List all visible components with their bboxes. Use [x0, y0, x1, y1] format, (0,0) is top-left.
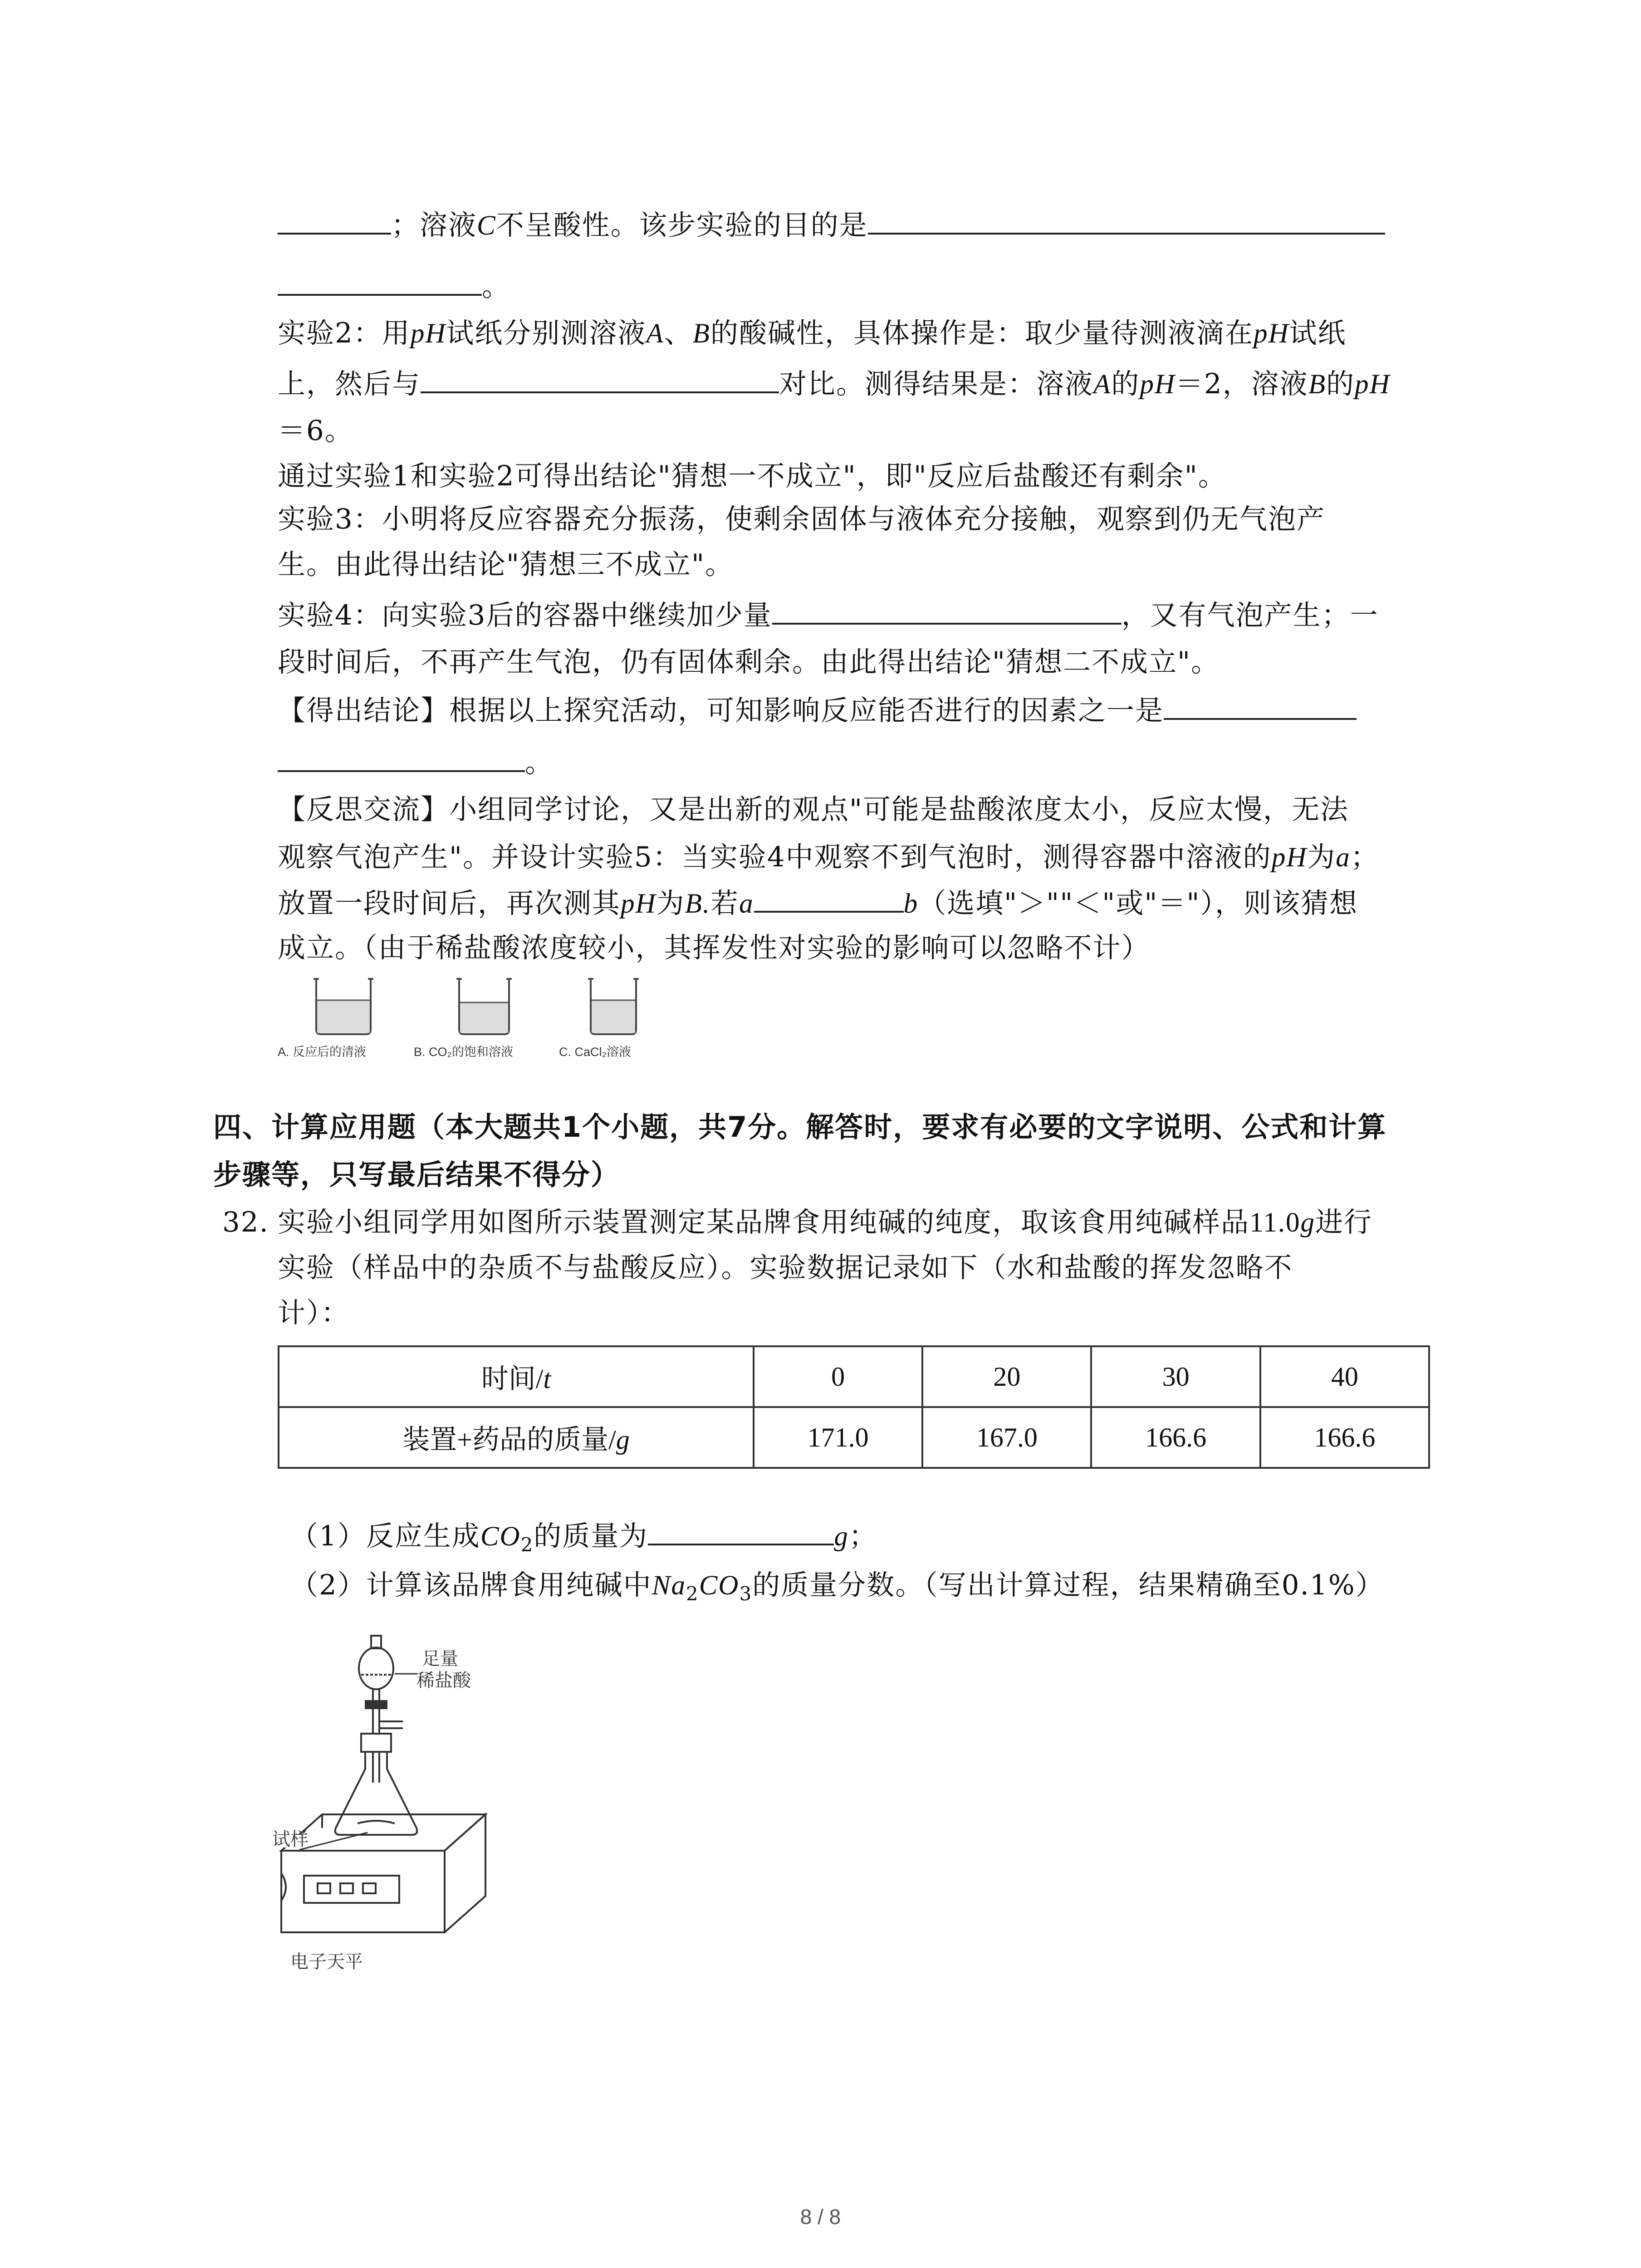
exp2-line3: ＝6。 — [278, 415, 353, 447]
exp4-line1: 实验4：向实验3后的容器中继续加少量 ，又有气泡产生；一 — [278, 596, 1379, 634]
answer-blank[interactable] — [754, 885, 904, 913]
draw-conclusion-line2: 。 — [278, 744, 554, 781]
answer-blank[interactable] — [421, 365, 779, 393]
subquestion-1: （1）反应生成$CO_2$的质量为 g； — [290, 1517, 877, 1563]
reflect-line3: 放置一段时间后，再次测其pH为B.若a b（选填"＞""＜"或"＝"），则该猜想 — [278, 885, 1358, 922]
table-header-cell: 时间/t — [279, 1346, 754, 1407]
answer-blank[interactable] — [278, 744, 525, 772]
table-row — [279, 1346, 1429, 1407]
answer-blank[interactable] — [772, 596, 1122, 625]
reflect-line2: 观察气泡产生"。并设计实验5：当实验4中观察不到气泡时，测得容器中溶液的pH为a； — [278, 841, 1379, 873]
answer-blank[interactable] — [1164, 692, 1357, 720]
q32-line3: 计）： — [278, 1297, 350, 1329]
table-cell: 0 — [754, 1346, 922, 1407]
question-number: 32. — [222, 1206, 269, 1238]
beaker-b-caption: B. CO₂的饱和溶液 — [414, 1045, 513, 1059]
answer-blank[interactable] — [868, 206, 1385, 235]
beakers-figure — [278, 975, 677, 1061]
exp1-tail-line: ；溶液C不呈酸性。该步实验的目的是 — [278, 206, 1385, 244]
conical-flask-icon — [335, 1734, 417, 1835]
exp2-line1: 实验2：用pH试纸分别测溶液A、B的酸碱性，具体操作是：取少量待测液滴在pH试纸 — [278, 317, 1347, 349]
answer-blank[interactable] — [278, 206, 391, 235]
table-header-cell: 装置+药品的质量/g — [279, 1407, 754, 1468]
table-cell: 166.6 — [1091, 1407, 1260, 1468]
acid-label-2: 稀盐酸 — [416, 1671, 471, 1691]
exp3-line2: 生。由此得出结论"猜想三不成立"。 — [278, 548, 734, 581]
table-cell: 20 — [922, 1346, 1091, 1407]
exp4-line2: 段时间后，不再产生气泡，仍有固体剩余。由此得出结论"猜想二不成立"。 — [278, 646, 1220, 678]
reflect-line1: 【反思交流】小组同学讨论，又是出新的观点"可能是盐酸浓度太小，反应太慢，无法 — [278, 793, 1349, 826]
acid-label-1: 足量 — [422, 1649, 458, 1669]
conclusion-1-2: 通过实验1和实验2可得出结论"猜想一不成立"，即"反应后盐酸还有剩余"。 — [278, 460, 1227, 492]
beaker-b — [456, 979, 512, 1034]
table-row — [279, 1407, 1429, 1468]
data-table — [278, 1345, 1430, 1469]
table-cell: 167.0 — [922, 1407, 1091, 1468]
exp2-line2: 上，然后与 对比。测得结果是：溶液A的pH＝2，溶液B的pH — [278, 365, 1391, 403]
table-cell: 166.6 — [1260, 1407, 1429, 1468]
beaker-c — [588, 979, 639, 1034]
exp3-line1: 实验3：小明将反应容器充分振荡，使剩余固体与液体充分接触，观察到仍无气泡产 — [278, 503, 1325, 535]
subquestion-2: （2）计算该品牌食用纯碱中$Na_2CO_3$的质量分数。（写出计算过程，结果精确至0.1%） — [290, 1569, 1384, 1605]
section4-heading-line1: 四、计算应用题（本大题共1个小题，共7分。解答时，要求有必要的文字说明、公式和计算 — [213, 1110, 1387, 1144]
exp1-purpose-end: 。 — [278, 268, 510, 305]
table-cell: 171.0 — [754, 1407, 922, 1468]
beaker-a-caption: A. 反应后的清液 — [278, 1045, 367, 1059]
q32-line1: 实验小组同学用如图所示装置测定某品牌食用纯碱的纯度，取该食用纯碱样品11.0g进行 — [278, 1206, 1373, 1238]
table-cell: 30 — [1091, 1346, 1260, 1407]
beaker-c-caption: C. CaCl₂溶液 — [559, 1045, 631, 1059]
reflect-line4: 成立。（由于稀盐酸浓度较小，其挥发性对实验的影响可以忽略不计） — [278, 932, 1150, 964]
draw-conclusion-line1: 【得出结论】根据以上探究活动，可知影响反应能否进行的因素之一是 — [278, 692, 1357, 729]
electronic-balance-icon — [281, 1814, 485, 1932]
section4-heading-line2: 步骤等，只写最后结果不得分） — [213, 1158, 620, 1191]
apparatus-figure — [272, 1633, 508, 1978]
q32-line2: 实验（样品中的杂质不与盐酸反应）。实验数据记录如下（水和盐酸的挥发忽略不 — [278, 1251, 1293, 1284]
beaker-a — [314, 979, 373, 1034]
table-cell: 40 — [1260, 1346, 1429, 1407]
balance-label: 电子天平 — [290, 1952, 363, 1972]
answer-blank[interactable] — [278, 268, 482, 296]
page-number: 8 / 8 — [800, 2205, 841, 2229]
answer-blank[interactable] — [648, 1517, 834, 1545]
sample-label: 试样 — [272, 1829, 309, 1849]
